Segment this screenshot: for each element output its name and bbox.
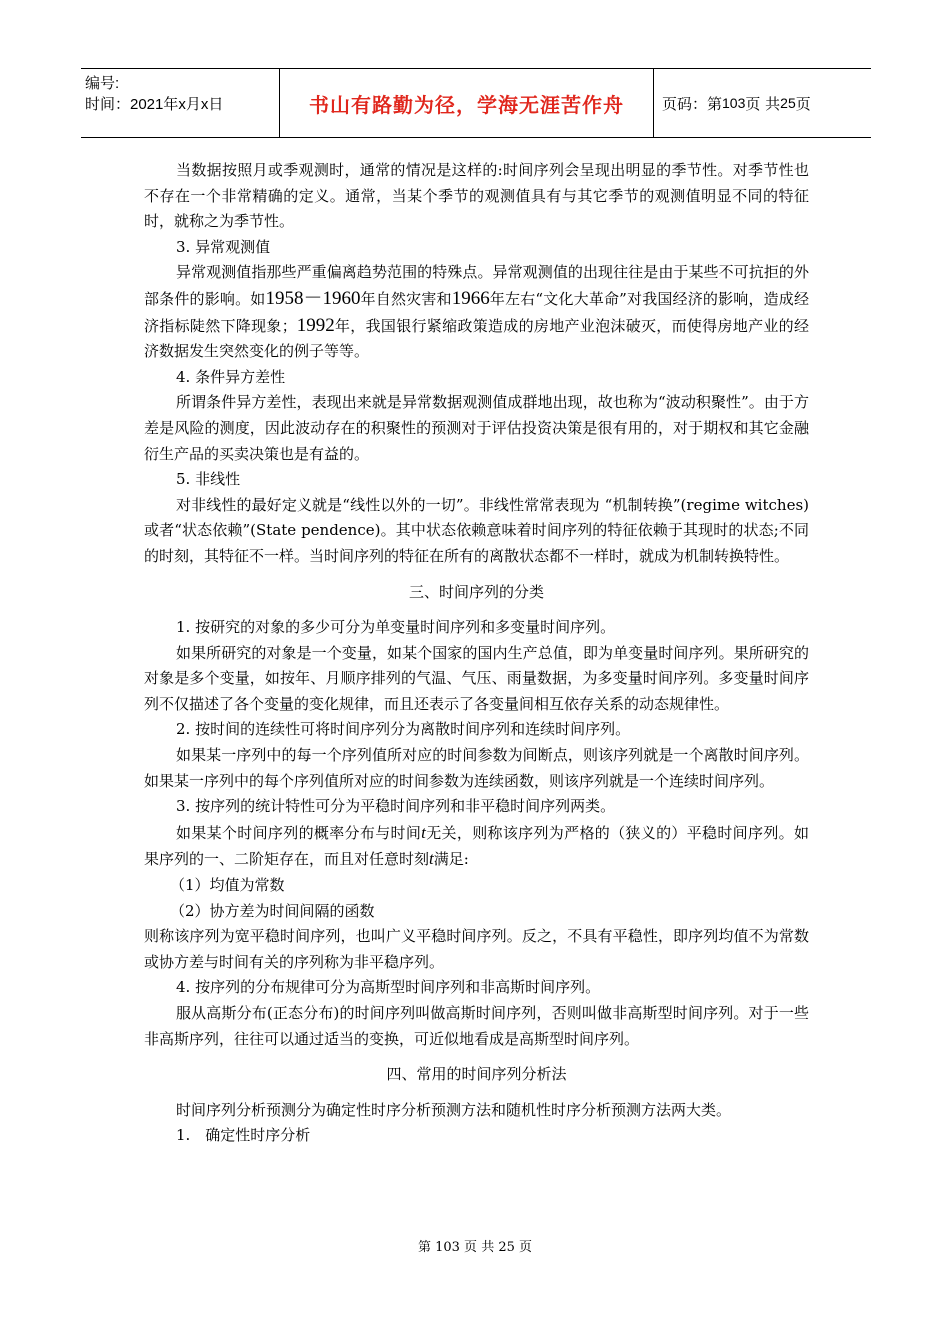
outliers-text-d: 年，我国银行紧缩政策造成的房地产业泡沫破灭，而使得房地产业的经济数据发生突然变化的例子等等。: [144, 316, 809, 361]
paragraph-heteroskedasticity: 所谓条件异方差性，表现出来就是异常数据观测值成群地出现，故也称为“波动积聚性”。由于方差是风险的测度，因此波动存在的积聚性的预测对于评估投资决策是很有用的，对于期权和其它金融衍生产品的买卖决策也是有益的。: [144, 393, 809, 463]
page-number: 103: [722, 95, 746, 111]
outliers-text-b: 年自然灾害和: [360, 289, 452, 308]
subheading-outliers: 3. 异常观测值: [176, 237, 271, 256]
classification-3-conclusion: 则称该序列为宽平稳时间序列，也叫广义平稳时间序列。反之，不具有平稳性，即序列均值不为常数或协方差与时间有关的序列称为非平稳序列。: [144, 927, 809, 971]
classification-2: 2. 按时间的连续性可将时间序列分为离散时间序列和连续时间序列。: [176, 720, 631, 739]
classification-4-detail: 服从高斯分布(正态分布)的时间序列叫做高斯时间序列，否则叫做非高斯型时间序列。对于一些非高斯序列，往往可以通过适当的变换，可近似地看成是高斯型时间序列。: [144, 1004, 809, 1048]
page-prefix: 页码：第: [662, 94, 723, 113]
condition-1: （1）均值为常数: [170, 876, 285, 895]
header-motto: 书山有路勤为径，学海无涯苦作舟: [280, 69, 654, 137]
page-suffix: 页: [795, 94, 811, 113]
c3-text-c: 满足:: [433, 850, 469, 869]
time-label: 时间：2021年x月x日: [85, 96, 224, 113]
paragraph-nonlinearity: 对非线性的最好定义就是“线性以外的一切”。非线性常常表现为 “机制转换”(regime witches)或者“状态依赖”(State pendence)。其中状态依赖意味着时间序列的特征依赖于其现时的状态;不同的时刻，其特征不一样。当时间序列的特征在所有的离散状态都不一样时，就成为机制转换特性。: [144, 495, 809, 565]
subheading-nonlinearity: 5. 非线性: [176, 470, 241, 489]
section-heading-methods: 四、常用的时间序列分析法: [386, 1065, 567, 1084]
outliers-text-a: 异常观测值指那些严重偏离趋势范围的特殊点。异常观测值的出现往往是由于某些不可抗拒的外部条件的影响。如: [144, 263, 809, 308]
page-header: [81, 68, 871, 138]
classification-2-detail: 如果某一序列中的每一个序列值所对应的时间参数为间断点，则该序列就是一个离散时间序列。如果某一序列中的每个序列值所对应的时间参数为连续函数，则该序列就是一个连续时间序列。: [144, 746, 809, 790]
number-label: 编号:: [85, 75, 120, 92]
paragraph-outliers: [144, 260, 809, 364]
page-total: 25: [780, 95, 796, 111]
t-symbol-2: t: [429, 849, 434, 869]
c3-text-b: 无关，则称该序列为严格的（狭义的）平稳时间序列。如果序列的一、二阶矩存在，而且对任意时刻: [144, 823, 809, 869]
classification-3: 3. 按序列的统计特性可分为平稳时间序列和非平稳时间序列两类。: [176, 797, 616, 816]
page-mid: 页 共: [745, 94, 781, 113]
classification-1: 1. 按研究的对象的多少可分为单变量时间序列和多变量时间序列。: [176, 618, 616, 637]
methods-intro: 时间序列分析预测分为确定性时序分析预测方法和随机性时序分析预测方法两大类。: [176, 1100, 732, 1119]
document-body: [144, 158, 809, 1149]
condition-2: （2）协方差为时间间隔的函数: [170, 901, 375, 920]
outliers-text-c: 年左右“文化大革命”对我国经济的影响，造成经济指标陡然下降现象；: [144, 289, 809, 335]
paragraph-seasonality: 当数据按照月或季观测时，通常的情况是这样的:时间序列会呈现出明显的季节性。对季节性也不存在一个非常精确的定义。通常，当某个季节的观测值具有与其它季节的观测值明显不同的特征时，就称之为季节性。: [144, 161, 809, 231]
subheading-heteroskedasticity: 4. 条件异方差性: [176, 367, 286, 386]
header-meta: [81, 69, 280, 137]
header-page-info: [654, 69, 871, 137]
c3-text-a: 如果某个时间序列的概率分布与时间: [176, 823, 422, 842]
classification-3-detail: [144, 820, 809, 873]
classification-1-detail: 如果所研究的对象是一个变量，如某个国家的国内生产总值，即为单变量时间序列。果所研究的对象是多个变量，如按年、月顺序排列的气温、气压、雨量数据，为多变量时间序列。多变量时间序列不仅描述了各个变量的变化规律，而且还表示了各变量间相互依存关系的动态规律性。: [144, 643, 809, 713]
year-1992: 1992: [296, 314, 335, 336]
classification-4: 4. 按序列的分布规律可分为高斯型时间序列和非高斯时间序列。: [176, 978, 601, 997]
methods-item-1: 1. 确定性时序分析: [176, 1126, 311, 1145]
year-1966: 1966: [451, 287, 490, 309]
year-range: 1958－1960: [265, 287, 361, 309]
page-footer: 第 103 页 共 25 页: [417, 1240, 533, 1255]
section-heading-classification: 三、时间序列的分类: [408, 582, 544, 601]
t-symbol: t: [421, 822, 426, 842]
